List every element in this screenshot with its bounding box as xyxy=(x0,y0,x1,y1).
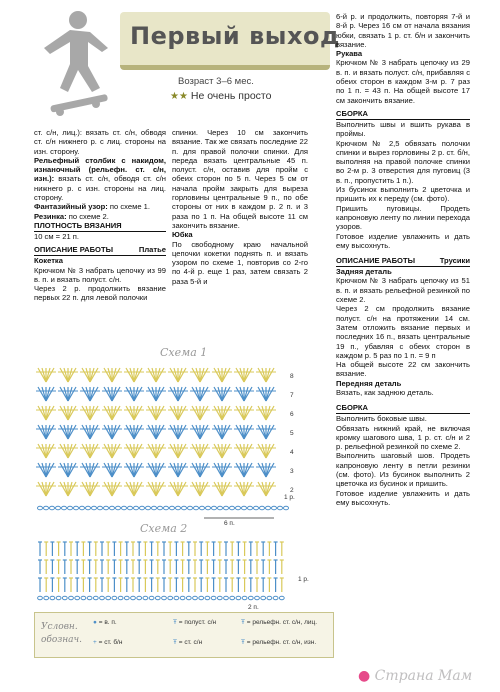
subheading: Рукава xyxy=(336,49,363,59)
row-number: 4 xyxy=(290,449,294,456)
difficulty-label xyxy=(170,90,271,102)
work-heading: ОПИСАНИЕ РАБОТЫ Платье xyxy=(34,245,166,255)
schema-2-diagram xyxy=(34,536,294,604)
stitch-row xyxy=(38,578,284,592)
stitch-group xyxy=(234,463,254,477)
subheading: Передняя деталь xyxy=(336,378,402,388)
stitch-group xyxy=(102,425,122,439)
stitch-group xyxy=(102,482,122,496)
stitch-group xyxy=(146,425,166,439)
paragraph: По свободному краю начальной цепочки кокетки поднять п. и вязать узором по схеме 1, повторив со 2-го по 4-й р. еще 1 раз, затем связать 2 раза 5-й и xyxy=(172,239,308,286)
stitch-group xyxy=(190,444,210,458)
stitch-group xyxy=(256,406,276,420)
stitch-row xyxy=(38,542,284,556)
row-number: 2 xyxy=(290,487,294,494)
row-number: 8 xyxy=(290,373,294,380)
assembly-heading: СБОРКА xyxy=(336,109,470,120)
column-3 xyxy=(336,12,470,507)
stitch-group xyxy=(80,406,100,420)
paragraph: Выполнить швы и вшить рукава в проймы. xyxy=(336,119,470,139)
star-icon: ★★ xyxy=(170,91,188,102)
stitch-group xyxy=(234,425,254,439)
stitch-group xyxy=(58,425,78,439)
stitch-group xyxy=(168,482,188,496)
stitch-group xyxy=(80,425,100,439)
stitch-group xyxy=(212,444,232,458)
stitch-group xyxy=(168,463,188,477)
stitch-group xyxy=(36,368,56,382)
stitch-group xyxy=(124,368,144,382)
stitch-group xyxy=(146,444,166,458)
paragraph: Фантазийный узор: по схеме 1. xyxy=(34,202,150,212)
stitch-group xyxy=(256,444,276,458)
stitch-group xyxy=(36,425,56,439)
paragraph: Пришить пуговицы. Продеть капроновую ленту по линии перехода узоров. xyxy=(336,203,470,232)
stitch-group xyxy=(146,368,166,382)
schema-1-repeat: 6 п. xyxy=(224,520,235,527)
paragraph: На общей высоте 22 см закончить вязание. xyxy=(336,360,470,379)
paragraph: Крючком № 2,5 обвязать полочки спинки и вырез горловины 2 р. ст. б/н, выполняя на правой полочке спинки во 2-м р. 3 отверстия для пуговиц (3 в. п., пропустить 1 п.). xyxy=(336,138,470,185)
paragraph: ст. с/н, лиц.): вязать ст. с/н, обводя ст. с/н нижнего р. с лиц. стороны на изн. сторону. xyxy=(34,128,166,156)
paragraph: спинки. Через 10 см закончить вязание. Так же связать последние 22 п. для правой полочки спинки. Для переда вязать центральные 45 п. полуст. с/н, оставив для пройм с обеих сторон по 5 п. Через 5 см от начала пройм закрыть для выреза горловины центральные 9 п., по обе стороны от них в каждом р. 2 п. и 3 раза по 1 п. На общей высоте 11 см закончить вязание. xyxy=(172,128,308,230)
stitch-group xyxy=(58,444,78,458)
subheading: Юбка xyxy=(172,230,193,240)
stitch-group xyxy=(212,406,232,420)
skater-silhouette xyxy=(30,8,120,118)
paragraph: Из бусинок выполнить 2 цветочка и пришить их к переду (см. фото). xyxy=(336,185,470,204)
schema-1-title: Схема 1 xyxy=(160,346,208,359)
stitch-group xyxy=(168,387,188,401)
stitch-group xyxy=(58,482,78,496)
stitch-group xyxy=(80,444,100,458)
legend-title-1: Условн. xyxy=(41,622,78,632)
stitch-group xyxy=(212,463,232,477)
stitch-group xyxy=(256,387,276,401)
paragraph: Готовое изделие увлажнить и дать ему высохнуть. xyxy=(336,488,470,507)
stitch-group xyxy=(124,463,144,477)
paragraph: Крючком № 3 набрать цепочку из 51 в. п. и вязать рельефной резинкой по схеме 2. xyxy=(336,276,470,305)
row-number: 3 xyxy=(290,468,294,475)
paragraph: Выполнить шаговый шов. Продеть капроновую ленту в петли резинки (см. фото). Из бусинок выполнить 2 цветочка из бусинок и пришить. xyxy=(336,451,470,489)
legend-sc: + = ст. б/н xyxy=(93,639,123,646)
stitch-group xyxy=(102,406,122,420)
stitch-group xyxy=(212,368,232,382)
schema-1-diagram xyxy=(34,358,304,526)
stitch-group xyxy=(168,368,188,382)
chain-row xyxy=(38,596,285,599)
stitch-group xyxy=(190,482,210,496)
stitch-group xyxy=(256,425,276,439)
stitch-group xyxy=(36,482,56,496)
paragraph: 6-й р. и продолжить, повторяя 7-й и 8-й р. Через 16 см от начала вязания юбки, связать 1 р. ст. б/н и закончить вязание. xyxy=(336,12,470,49)
paragraph: Вязать, как заднюю деталь. xyxy=(336,387,434,397)
stitch-group xyxy=(102,387,122,401)
stitch-group xyxy=(256,463,276,477)
stitch-group xyxy=(234,444,254,458)
paragraph: Крючком № 3 набрать цепочку из 99 в. п. и вязать полуст. с/н. xyxy=(34,265,166,284)
stitch-group xyxy=(146,406,166,420)
stitch-group xyxy=(124,482,144,496)
stitch-group xyxy=(146,387,166,401)
row-number: 6 xyxy=(290,411,294,418)
paragraph: 10 см = 21 п. xyxy=(34,231,80,241)
stitch-group xyxy=(234,387,254,401)
stitch-group xyxy=(124,387,144,401)
stitch-group xyxy=(190,406,210,420)
stitch-group xyxy=(58,387,78,401)
stitch-group xyxy=(124,444,144,458)
stitch-group xyxy=(256,368,276,382)
stitch-group xyxy=(36,444,56,458)
stitch-group xyxy=(234,368,254,382)
legend-title-2: обознач. xyxy=(41,635,82,645)
stitch-group xyxy=(234,482,254,496)
stitch-group xyxy=(80,387,100,401)
chain-row xyxy=(38,506,289,510)
stitch-group xyxy=(124,406,144,420)
stitch-group xyxy=(190,368,210,382)
stitch-group xyxy=(58,406,78,420)
legend-hdc: Ŧ = полуст. с/н xyxy=(173,619,217,626)
stitch-group xyxy=(102,463,122,477)
page-title: Первый выход xyxy=(130,22,340,50)
column-2 xyxy=(172,128,308,286)
schema-2-repeat: 2 п. xyxy=(248,604,259,611)
stitch-group xyxy=(190,463,210,477)
schema-1-first-row: 1 р. xyxy=(284,494,295,501)
stitch-group xyxy=(212,387,232,401)
column-1 xyxy=(34,128,166,303)
legend xyxy=(34,612,334,658)
subheading: Задняя деталь xyxy=(336,267,392,277)
paragraph: Крючком № 3 набрать цепочку из 29 в. п. и вязать полуст. с/н, прибавляя с обеих сторон в каждом 3-м р. 7 раз по 1 п. = 43 п. На общей высоте 17 см закончить вязание. xyxy=(336,58,470,105)
stitch-group xyxy=(212,482,232,496)
stitch-group xyxy=(146,482,166,496)
stitch-group xyxy=(190,387,210,401)
stitch-group xyxy=(102,444,122,458)
schema-2-row: 1 р. xyxy=(298,576,309,583)
work-heading-2: ОПИСАНИЕ РАБОТЫ Трусики xyxy=(336,256,470,266)
stitch-group xyxy=(58,463,78,477)
stitch-group xyxy=(190,425,210,439)
stitch-group xyxy=(168,406,188,420)
stitch-group xyxy=(36,406,56,420)
schema-2-title: Схема 2 xyxy=(140,522,188,535)
stitch-group xyxy=(80,463,100,477)
paragraph: Выполнить боковые швы. xyxy=(336,414,427,424)
paragraph: Обвязать нижний край, не включая кромку шагового шва, 1 р. ст. с/н и 2 р. рельефной резинкой по схеме 2. xyxy=(336,423,470,452)
stitch-group xyxy=(124,425,144,439)
paragraph: Через 2 р. продолжить вязание первых 22 п. для левой полочки xyxy=(34,284,166,303)
stitch-group xyxy=(256,482,276,496)
difficulty-text: Не очень просто xyxy=(190,90,272,102)
stitch-group xyxy=(36,387,56,401)
paragraph: Через 2 см продолжить вязание полуст. с/н на протяжении 14 см. Затем отложить вязание первых и последних 16 п., вязать центральные 19 п., убавляя с обеих сторон в каждом р. 5 раз по 1 п. = 9 п xyxy=(336,304,470,360)
stitch-group xyxy=(58,368,78,382)
stitch-group xyxy=(80,482,100,496)
density-heading: ПЛОТНОСТЬ ВЯЗАНИЯ xyxy=(34,221,166,232)
paragraph: Готовое изделие увлажнить и дать ему высохнуть. xyxy=(336,231,470,250)
stitch-row xyxy=(38,560,284,574)
legend-fpdc: Ŧ = рельефн. ст. с/н, лиц. xyxy=(241,619,318,626)
subheading: Кокетка xyxy=(34,256,63,266)
stitch-group xyxy=(146,463,166,477)
stitch-group xyxy=(168,444,188,458)
age-label: Возраст 3–6 мес. xyxy=(178,76,254,87)
stitch-group xyxy=(80,368,100,382)
legend-chain: ● = в. п. xyxy=(93,619,117,626)
row-number: 5 xyxy=(290,430,294,437)
row-number: 7 xyxy=(290,392,294,399)
watermark: ● Страна Мам xyxy=(358,668,473,684)
legend-dc: Ŧ = ст. с/н xyxy=(173,639,203,646)
stitch-group xyxy=(168,425,188,439)
paragraph: Рельефный столбик с накидом, изнаночный (рельефн. ст. с/н, изн.): вязать ст. с/н, обводя ст. с/н нижнего р. с изн. стороны на лиц. сторону. xyxy=(34,155,166,203)
paragraph: Резинка: по схеме 2. xyxy=(34,211,109,221)
stitch-group xyxy=(212,425,232,439)
legend-bpdc: Ŧ = рельефн. ст. с/н, изн. xyxy=(241,639,317,646)
stitch-group xyxy=(36,463,56,477)
stitch-group xyxy=(234,406,254,420)
assembly-heading-2: СБОРКА xyxy=(336,403,470,414)
stitch-group xyxy=(102,368,122,382)
